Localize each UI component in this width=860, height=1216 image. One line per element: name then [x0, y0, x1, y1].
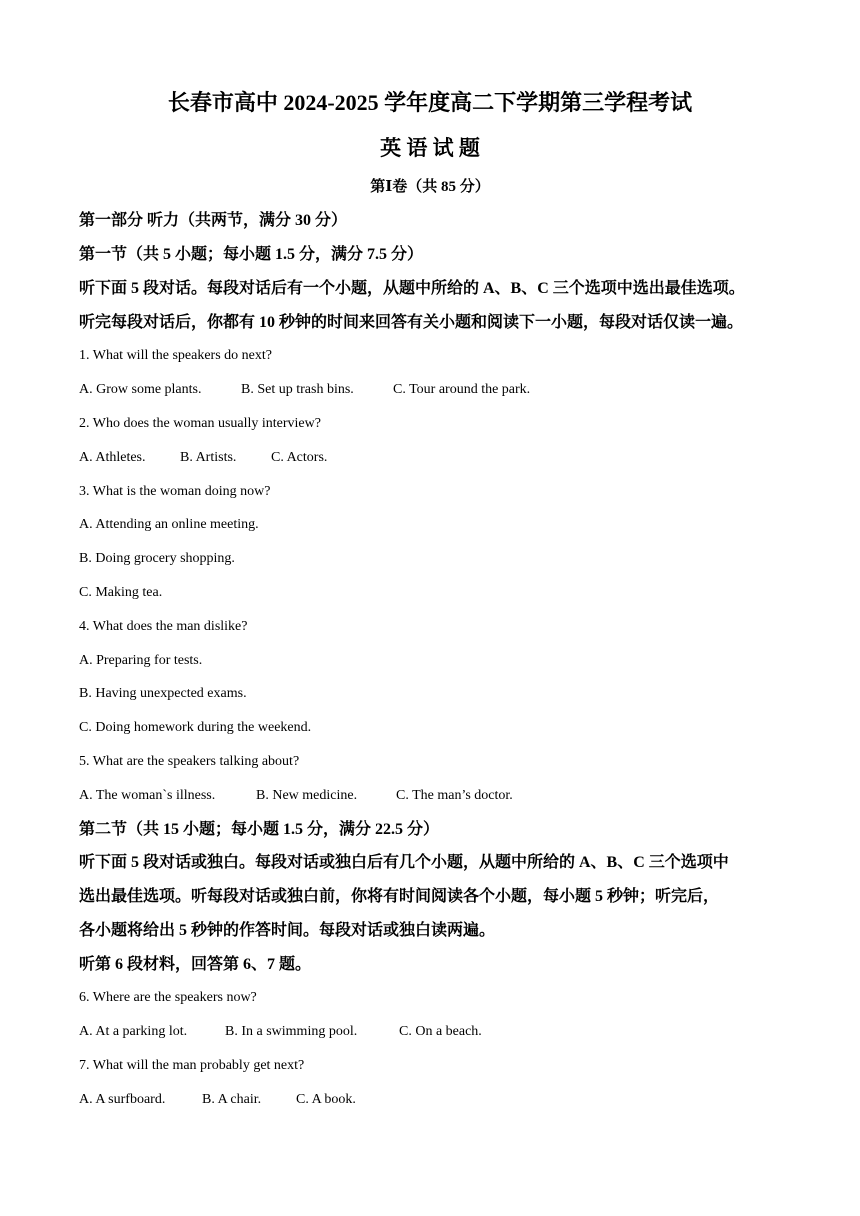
option-b: B. Set up trash bins. — [241, 382, 354, 397]
instruction-line: 各小题将给出 5 秒钟的作答时间。每段对话或独白读两遍。 — [79, 922, 496, 939]
option-c: C. Actors. — [271, 450, 328, 465]
question-7-options — [79, 1090, 356, 1110]
option-a: A. At a parking lot. — [79, 1024, 188, 1039]
option-a: A. Athletes. — [79, 450, 146, 465]
option-b: B. In a swimming pool. — [225, 1024, 358, 1039]
section1-heading: 第一节（共 5 小题；每小题 1.5 分，满分 7.5 分） — [79, 246, 424, 263]
instruction-line: 听下面 5 段对话。每段对话后有一个小题，从题中所给的 A、B、C 三个选项中选出最佳选项。 — [79, 280, 745, 297]
exam-title: 长春市高中 2024-2025 学年度高二下学期第三学程考试 — [167, 90, 693, 115]
instruction-line: 选出最佳选项。听每段对话或独白前，你将有时间阅读各个小题，每小题 5 秒钟；听完后， — [79, 888, 720, 905]
material-heading: 听第 6 段材料，回答第 6、7 题。 — [79, 956, 312, 973]
volume-heading: 第Ⅰ卷（共 85 分） — [370, 179, 490, 195]
option-c: C. Doing homework during the weekend. — [79, 720, 312, 735]
subject-title: 英 语 试 题 — [380, 136, 480, 160]
question-6-options — [79, 1022, 482, 1042]
option-c: C. Making tea. — [79, 585, 163, 600]
instruction-line: 听下面 5 段对话或独白。每段对话或独白后有几个小题，从题中所给的 A、B、C 三个选项中 — [79, 854, 729, 871]
question-6: 6. Where are the speakers now? — [79, 990, 257, 1005]
question-5-options — [79, 786, 513, 806]
option-b: B. Having unexpected exams. — [79, 686, 247, 701]
question-2-options — [79, 448, 327, 468]
option-a: A. Preparing for tests. — [79, 653, 203, 668]
option-b: B. A chair. — [202, 1092, 262, 1107]
instruction-line: 听完每段对话后，你都有 10 秒钟的时间来回答有关小题和阅读下一小题，每段对话仅读一遍。 — [79, 314, 744, 331]
option-a: A. Attending an online meeting. — [79, 517, 259, 532]
question-5: 5. What are the speakers talking about? — [79, 754, 300, 769]
option-a: A. Grow some plants. — [79, 382, 202, 397]
option-a: A. The woman`s illness. — [79, 788, 216, 803]
section2-heading: 第二节（共 15 小题；每小题 1.5 分，满分 22.5 分） — [79, 821, 440, 838]
question-3: 3. What is the woman doing now? — [79, 484, 271, 499]
section1-instructions — [79, 272, 784, 340]
option-a: A. A surfboard. — [79, 1092, 166, 1107]
option-c: C. The man’s doctor. — [396, 788, 513, 803]
part1-heading: 第一部分 听力（共两节，满分 30 分） — [79, 212, 348, 229]
option-c: C. On a beach. — [399, 1024, 482, 1039]
question-2: 2. Who does the woman usually interview? — [79, 416, 321, 431]
option-b: B. Artists. — [180, 450, 237, 465]
question-4: 4. What does the man dislike? — [79, 619, 248, 634]
option-c: C. A book. — [296, 1092, 356, 1107]
question-1-options — [79, 380, 530, 400]
question-7: 7. What will the man probably get next? — [79, 1058, 305, 1073]
option-c: C. Tour around the park. — [393, 382, 531, 397]
question-1: 1. What will the speakers do next? — [79, 348, 272, 363]
option-b: B. New medicine. — [256, 788, 358, 803]
section2-instructions — [79, 846, 784, 948]
option-b: B. Doing grocery shopping. — [79, 551, 235, 566]
